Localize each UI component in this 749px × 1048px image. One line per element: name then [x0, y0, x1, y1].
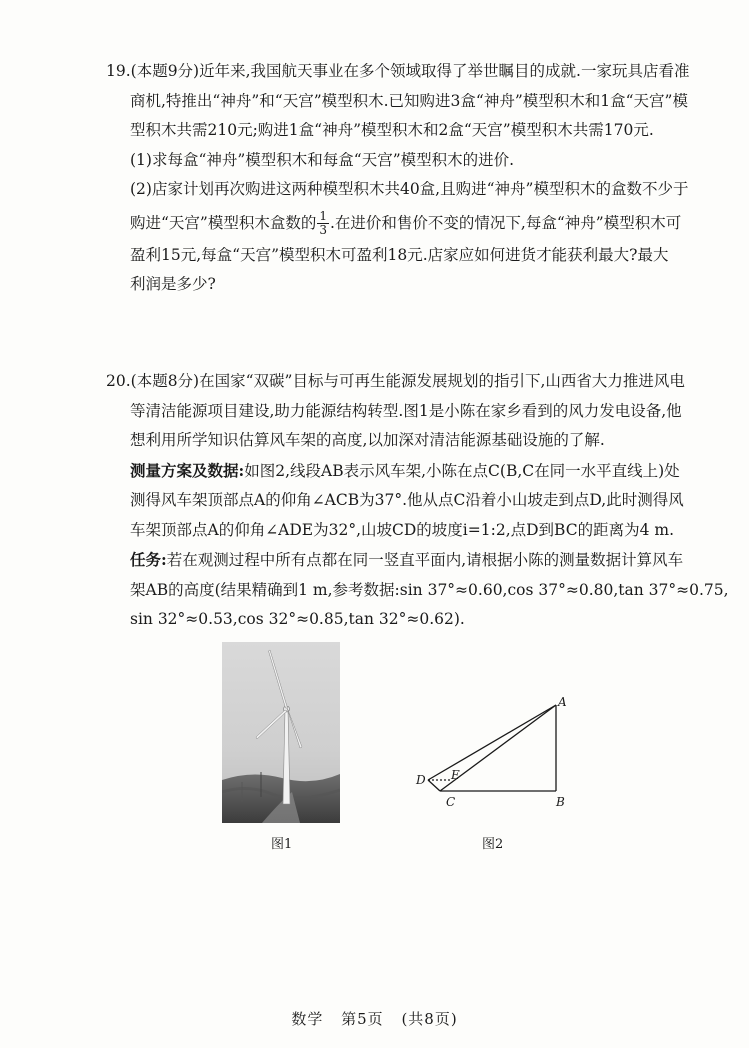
- figure-2-caption: 图2: [482, 837, 504, 852]
- q19-part-1: (1)求每盒“神舟”模型积木和每盒“天宫”模型积木的进价.: [130, 150, 515, 169]
- point-label-E: E: [451, 768, 460, 782]
- q20-line-1: 20.(本题8分)在国家“双碳”目标与可再生能源发展规划的指引下,山西省大力推进风电: [106, 372, 685, 390]
- q20-task-line-2: 架AB的高度(结果精确到1 m,参考数据:sin 37°≈0.60,cos 37°≈0.80,tan 37°≈0.75,: [130, 580, 729, 599]
- q19-part-2: (2)店家计划再次购进这两种模型积木共40盒,且购进“神舟”模型积木的盒数不少于: [130, 180, 689, 198]
- q20-measure-line-3: 车架顶部点A的仰角∠ADE为32°,山坡CD的坡度i=1:2,点D到BC的距离为4 m.: [130, 520, 675, 539]
- q19-line-6-before: 购进“天宫”模型积木盒数的: [130, 213, 317, 232]
- q20-line-2: 等清洁能源项目建设,助力能源结构转型.图1是小陈在家乡看到的风力发电设备,他: [130, 401, 682, 420]
- q19-line-6: [106, 205, 686, 241]
- q20-line-3: 想利用所学知识估算风车架的高度,以加深对清洁能源基础设施的了解.: [130, 431, 605, 449]
- measure-label: 测量方案及数据:: [130, 460, 245, 480]
- footer-total-pages: (共8页): [401, 1010, 458, 1028]
- point-label-B: B: [556, 795, 565, 809]
- q19-line-2: 商机,特推出“神舟”和“天宫”模型积木.已知购进3盒“神舟”模型积木和1盒“天宫”模: [130, 91, 688, 110]
- figure-2-geometry-diagram: [410, 693, 580, 813]
- task-label: 任务:: [130, 550, 167, 569]
- q19-line-3: 型积木共需210元;购进1盒“神舟”模型积木和2盒“天宫”模型积木共需170元.: [130, 121, 654, 139]
- q20-task: [106, 545, 686, 576]
- q19-line-6-after: .在进价和售价不变的情况下,每盒“神舟”模型积木可: [330, 213, 682, 232]
- q20-measure: [106, 456, 686, 487]
- q19-line-7: 盈利15元,每盒“天宫”模型积木可盈利18元.店家应如何进货才能获利最大?最大: [130, 245, 669, 264]
- point-label-A: A: [558, 695, 567, 709]
- footer-page-number: 第5页: [341, 1010, 384, 1028]
- point-label-D: D: [416, 773, 426, 787]
- fraction-one-third: [317, 210, 329, 237]
- wind-turbine-illustration: [222, 642, 340, 823]
- measure-text: 如图2,线段AB表示风车架,小陈在点C(B,C在同一水平直线上)处: [244, 461, 680, 480]
- figure-1-caption: 图1: [271, 837, 293, 852]
- footer-subject: 数学: [291, 1010, 324, 1028]
- task-text: 若在观测过程中所有点都在同一竖直平面内,请根据小陈的测量数据计算风车: [166, 551, 684, 569]
- q20-task-line-3: sin 32°≈0.53,cos 32°≈0.85,tan 32°≈0.62).: [130, 610, 465, 628]
- question-19: [106, 57, 690, 300]
- q20-measure-line-2: 测得风车架顶部点A的仰角∠ACB为37°.他从点C沿着小山坡走到点D,此时测得风: [130, 491, 684, 509]
- fraction-denominator: 3: [319, 223, 327, 237]
- geometry-svg: [410, 693, 580, 813]
- page-footer: [0, 1008, 749, 1029]
- segment-DA: [428, 705, 556, 780]
- q19-line-1: 19.(本题9分)近年来,我国航天事业在多个领域取得了举世瞩目的成就.一家玩具店看准: [106, 62, 690, 80]
- question-20: [106, 367, 729, 635]
- fraction-numerator: 1: [319, 209, 327, 223]
- q19-line-8: 利润是多少?: [130, 275, 216, 293]
- figure-1-wind-turbine-photo: [222, 642, 340, 823]
- segment-DC: [428, 780, 440, 791]
- point-label-C: C: [446, 795, 456, 809]
